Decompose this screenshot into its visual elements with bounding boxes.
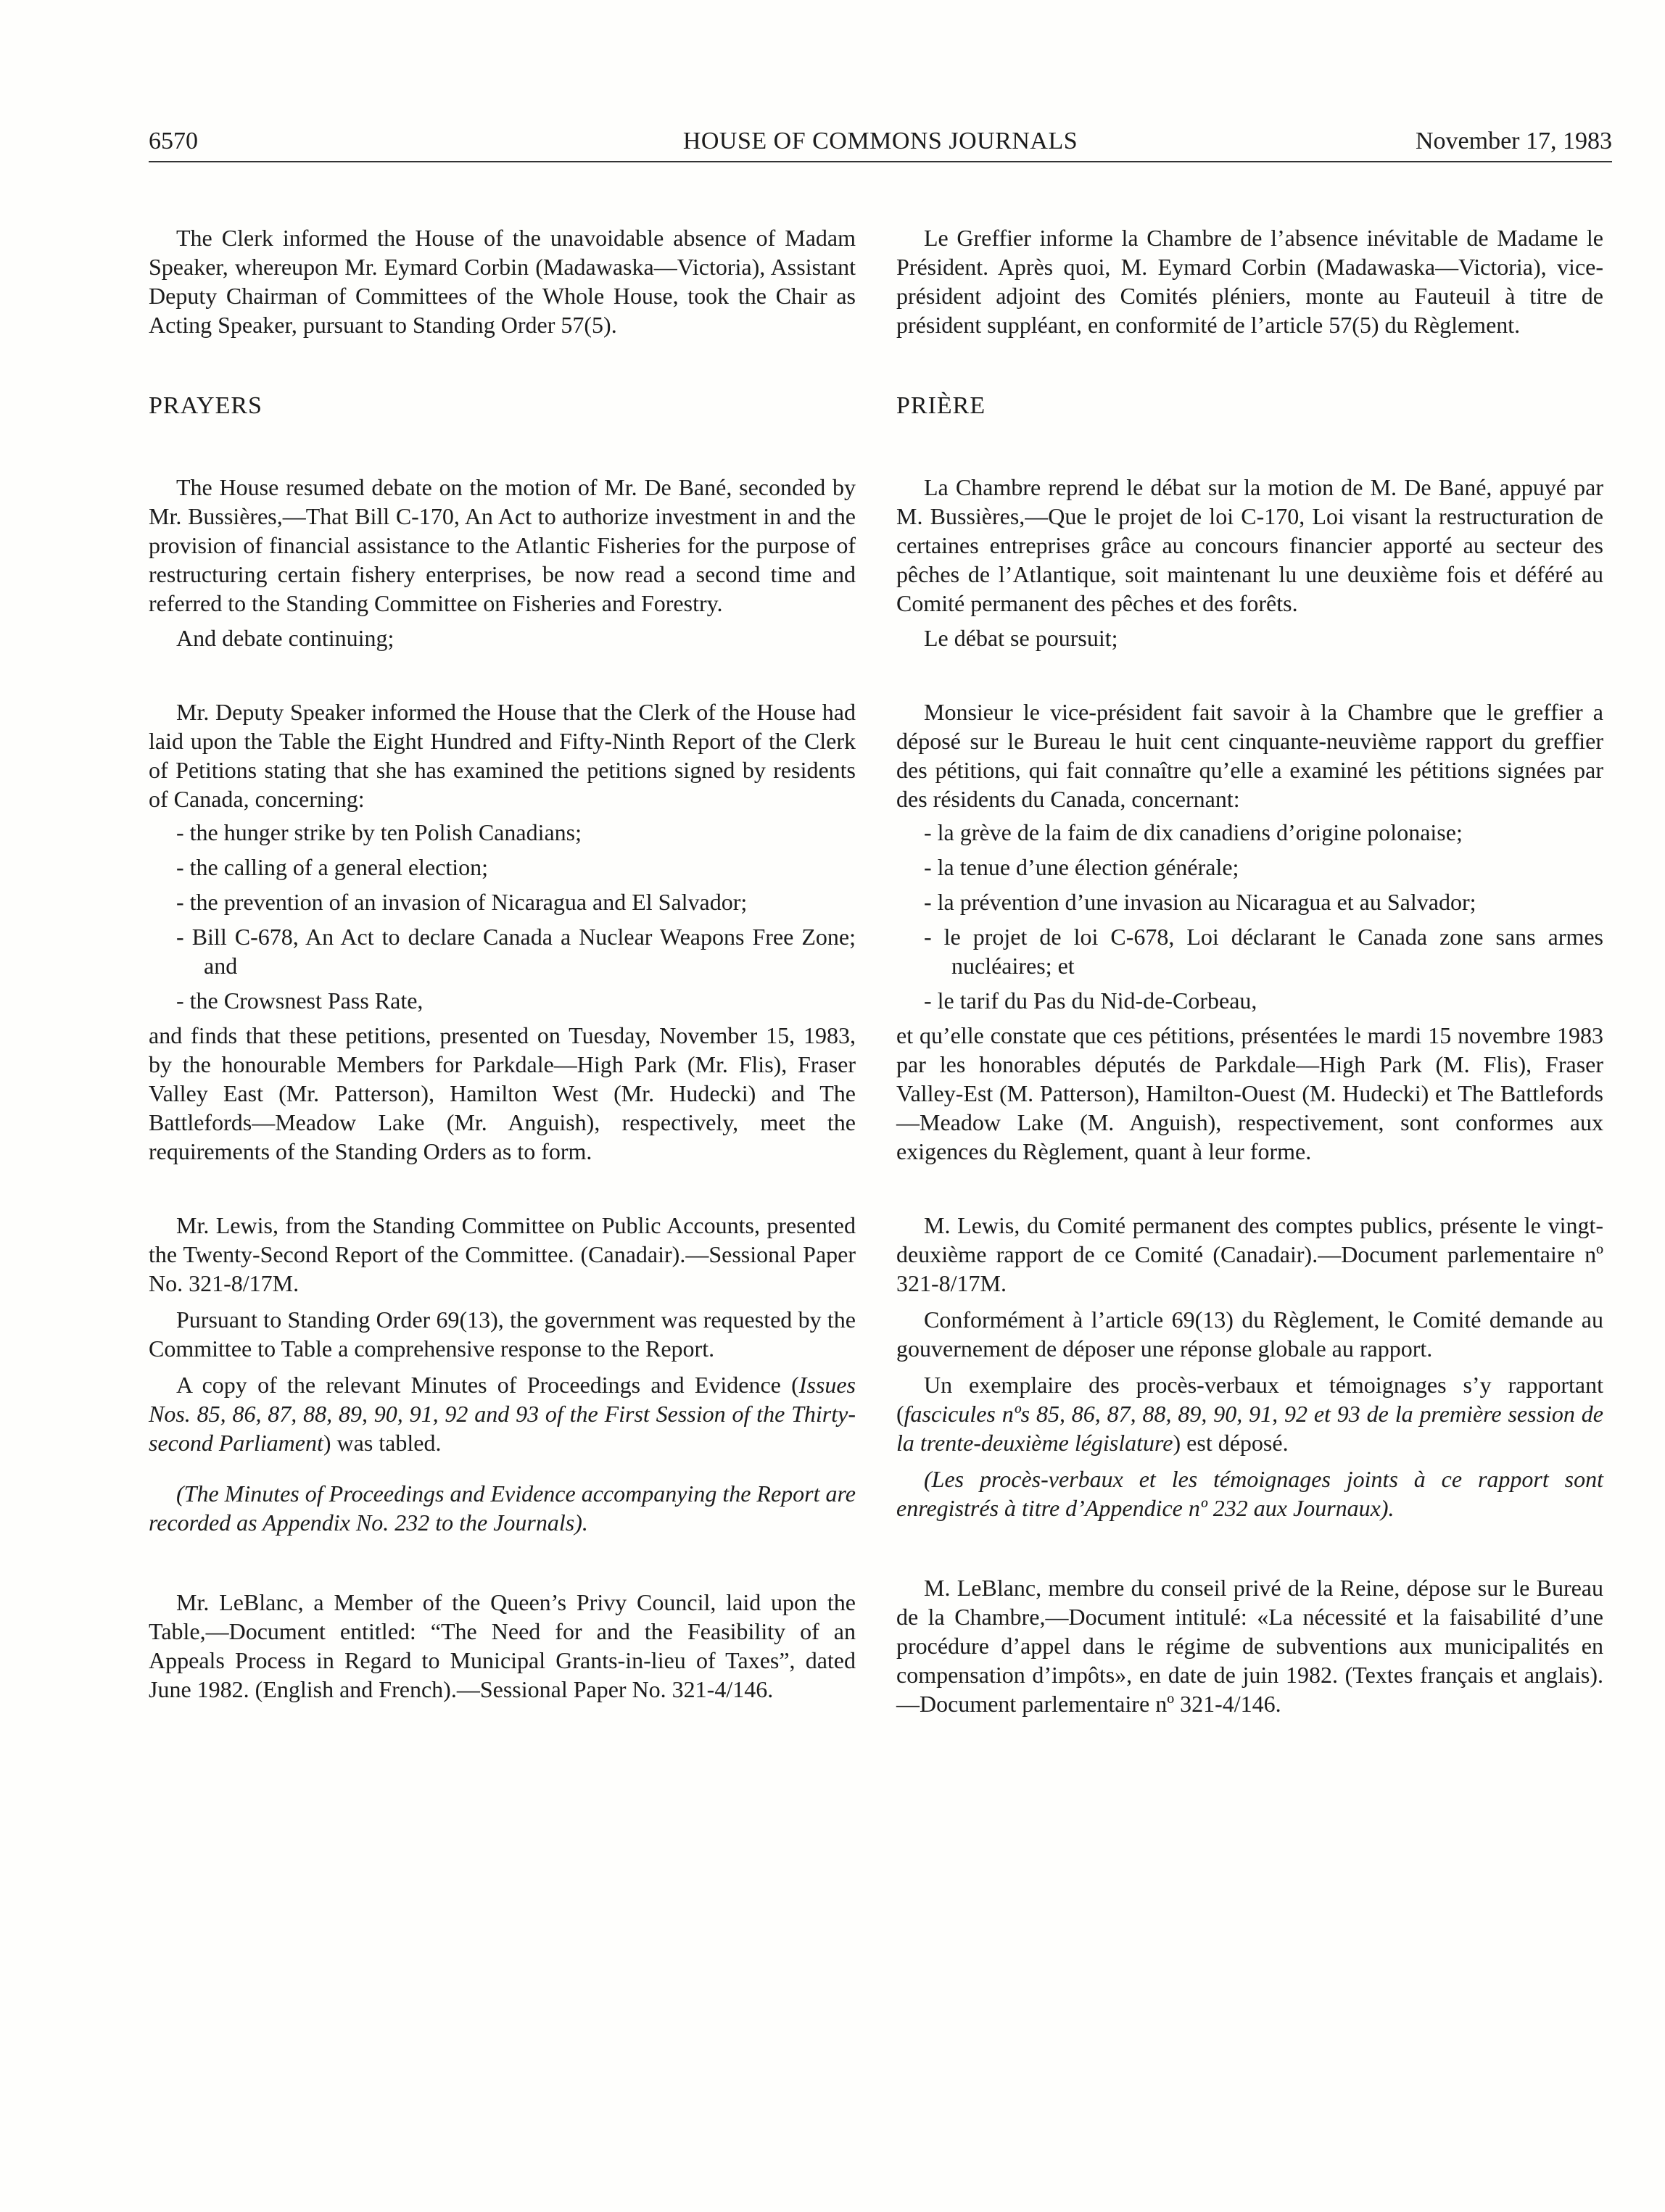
lewis-report-paragraph: Mr. Lewis, from the Standing Committee on Public Accounts, presented the Twenty-Second Report of the Committee. (Canadair).—Sessional Paper No. 321-8/17M. xyxy=(149,1212,856,1296)
clerk-absence-paragraph: The Clerk informed the House of the unavoidable absence of Madam Speaker, whereupon Mr. Eymard Corbin (Madawaska—Victoria), Assistant Deputy Chairman of Committees of the Whole House, took the Chair as Acting Speaker, pursuant to Standing Order 57(5). xyxy=(149,225,856,338)
priere-heading: PRIÈRE xyxy=(896,392,986,419)
petitions-findings: and finds that these petitions, presented on Tuesday, November 15, 1983, by the honourable Members for Parkdale—High Park (Mr. Flis), Fraser Valley East (Mr. Patterson), Hamilton West (Mr. Hudecki) and The Battlefords—Meadow Lake (Mr. Anguish), respectively, meet the requirements of the Standing Orders as to form. xyxy=(149,1022,856,1164)
prayers-heading: PRAYERS xyxy=(149,392,263,419)
debate-paragraph: The House resumed debate on the motion of Mr. De Bané, seconded by Mr. Bussières,—That Bill C-170, An Act to authorize investment in and the provision of financial assistance to the Atlantic Fisheries for the purpose of restructuring certain fishery enterprises, be now read a second time and referred to the Standing Committee on Fisheries and Forestry. xyxy=(149,474,856,616)
petition-item-fr: - la prévention d’une invasion au Nicaragua et au Salvador; xyxy=(924,889,1476,915)
petitions-paragraph: Mr. Deputy Speaker informed the House that the Clerk of the House had laid upon the Table the Eight Hundred and Fifty-Ninth Report of the Clerk of Petitions stating that she has examined the petitions signed by residents of Canada, concerning: xyxy=(149,699,856,812)
appendix-note-fr: (Les procès-verbaux et les témoignages joints à ce rapport sont enregistrés à titre d’Appendice nº 232 aux Journaux). xyxy=(896,1466,1603,1521)
page-number: 6570 xyxy=(149,128,198,154)
petition-item-fr: - la grève de la faim de dix canadiens d’origine polonaise; xyxy=(924,819,1463,845)
journal-title: HOUSE OF COMMONS JOURNALS xyxy=(682,128,1078,154)
petitions-paragraph-fr: Monsieur le vice-président fait savoir à la Chambre que le greffier a déposé sur le Bureau le huit cent cinquante-neuvième rapport du greffier des pétitions, qui fait connaître qu’elle a examiné les pétitions signées par des résidents du Canada, concernant: xyxy=(896,699,1603,812)
journal-date: November 17, 1983 xyxy=(1415,128,1612,154)
debate-paragraph-fr: La Chambre reprend le débat sur la motion de M. De Bané, appuyé par M. Bussières,—Que le projet de loi C-170, Loi visant la restructuration de certaines entreprises grâce au concours financier apporté au secteur des pêches de l’Atlantique, soit maintenant lu une deuxième fois et déféré au Comité permanent des pêches et des forêts. xyxy=(896,474,1603,616)
appendix-note: (The Minutes of Proceedings and Evidence accompanying the Report are recorded as Appendix No. 232 to the Journals). xyxy=(149,1480,856,1536)
lewis-report-paragraph-fr: M. Lewis, du Comité permanent des comptes publics, présente le vingt-deuxième rapport de ce Comité (Canadair).—Document parlementaire nº 321-8/17M. xyxy=(896,1212,1603,1296)
petition-item-fr: - le projet de loi C-678, Loi déclarant le Canada zone sans armes nucléaires; et xyxy=(924,924,1603,979)
clerk-absence-paragraph-fr: Le Greffier informe la Chambre de l’absence inévitable de Madame le Président. Après quoi, M. Eymard Corbin (Madawaska—Victoria), vice-président adjoint des Comités pléniers, monte au Fauteuil à titre de président suppléant, en conformité de l’article 57(5) du Règlement. xyxy=(896,225,1603,338)
minutes-tabled-paragraph-fr: Un exemplaire des procès-verbaux et témoignages s’y rapportant (fascicules nºs 85, 86, 87, 88, 89, 90, 91, 92 et 93 de la première session de la trente-deuxième législature) est déposé. xyxy=(896,1372,1603,1456)
debate-continuing: And debate continuing; xyxy=(176,625,394,651)
minutes-tabled-paragraph: A copy of the relevant Minutes of Proceedings and Evidence (Issues Nos. 85, 86, 87, 88, 89, 90, 91, 92 and 93 of the First Session of the Thirty-second Parliament) was tabled. xyxy=(149,1372,856,1456)
petition-item: - the prevention of an invasion of Nicaragua and El Salvador; xyxy=(176,889,748,915)
petition-item-fr: - le tarif du Pas du Nid-de-Corbeau, xyxy=(924,987,1257,1014)
issues-reference-fr: fascicules nºs 85, 86, 87, 88, 89, 90, 91, 92 et 93 de la première session de la trente-deuxième législature xyxy=(896,1401,1603,1456)
english-column xyxy=(149,223,856,1704)
french-column xyxy=(896,223,1603,1718)
petition-item: - the Crowsnest Pass Rate, xyxy=(176,987,424,1014)
petition-item-fr: - la tenue d’une élection générale; xyxy=(924,854,1239,880)
petition-item: - Bill C-678, An Act to declare Canada a Nuclear Weapons Free Zone; and xyxy=(176,924,856,979)
response-request-paragraph: Pursuant to Standing Order 69(13), the government was requested by the Committee to Table a comprehensive response to the Report. xyxy=(149,1306,856,1362)
page-header xyxy=(149,122,1612,162)
leblanc-paragraph-fr: M. LeBlanc, membre du conseil privé de la Reine, dépose sur le Bureau de la Chambre,—Document intitulé: «La nécessité et la faisabilité d’une procédure d’appel dans le régime de subventions aux municipalités en compensation d’impôts», en date de juin 1982. (Textes français et anglais).—Document parlementaire nº 321-4/146. xyxy=(896,1575,1603,1717)
issues-reference: Issues Nos. 85, 86, 87, 88, 89, 90, 91, 92 and 93 of the First Session of the Thirty-second Parliament xyxy=(149,1372,856,1456)
petitions-findings-fr: et qu’elle constate que ces pétitions, présentées le mardi 15 novembre 1983 par les honorables députés de Parkdale—High Park (M. Flis), Fraser Valley-Est (M. Patterson), Hamilton-Ouest (M. Hudecki) et The Battlefords—Meadow Lake (M. Anguish), respectivement, sont conformes aux exigences du Règlement, quant à leur forme. xyxy=(896,1022,1603,1164)
petition-item: - the calling of a general election; xyxy=(176,854,489,880)
debate-continuing-fr: Le débat se poursuit; xyxy=(924,625,1118,651)
petition-item: - the hunger strike by ten Polish Canadians; xyxy=(176,819,582,845)
leblanc-paragraph: Mr. LeBlanc, a Member of the Queen’s Privy Council, laid upon the Table,—Document entitled: “The Need for and the Feasibility of an Appeals Process in Regard to Municipal Grants-in-lieu of Taxes”, dated June 1982. (English and French).—Sessional Paper No. 321-4/146. xyxy=(149,1589,856,1702)
response-request-paragraph-fr: Conformément à l’article 69(13) du Règlement, le Comité demande au gouvernement de déposer une réponse globale au rapport. xyxy=(896,1306,1603,1362)
